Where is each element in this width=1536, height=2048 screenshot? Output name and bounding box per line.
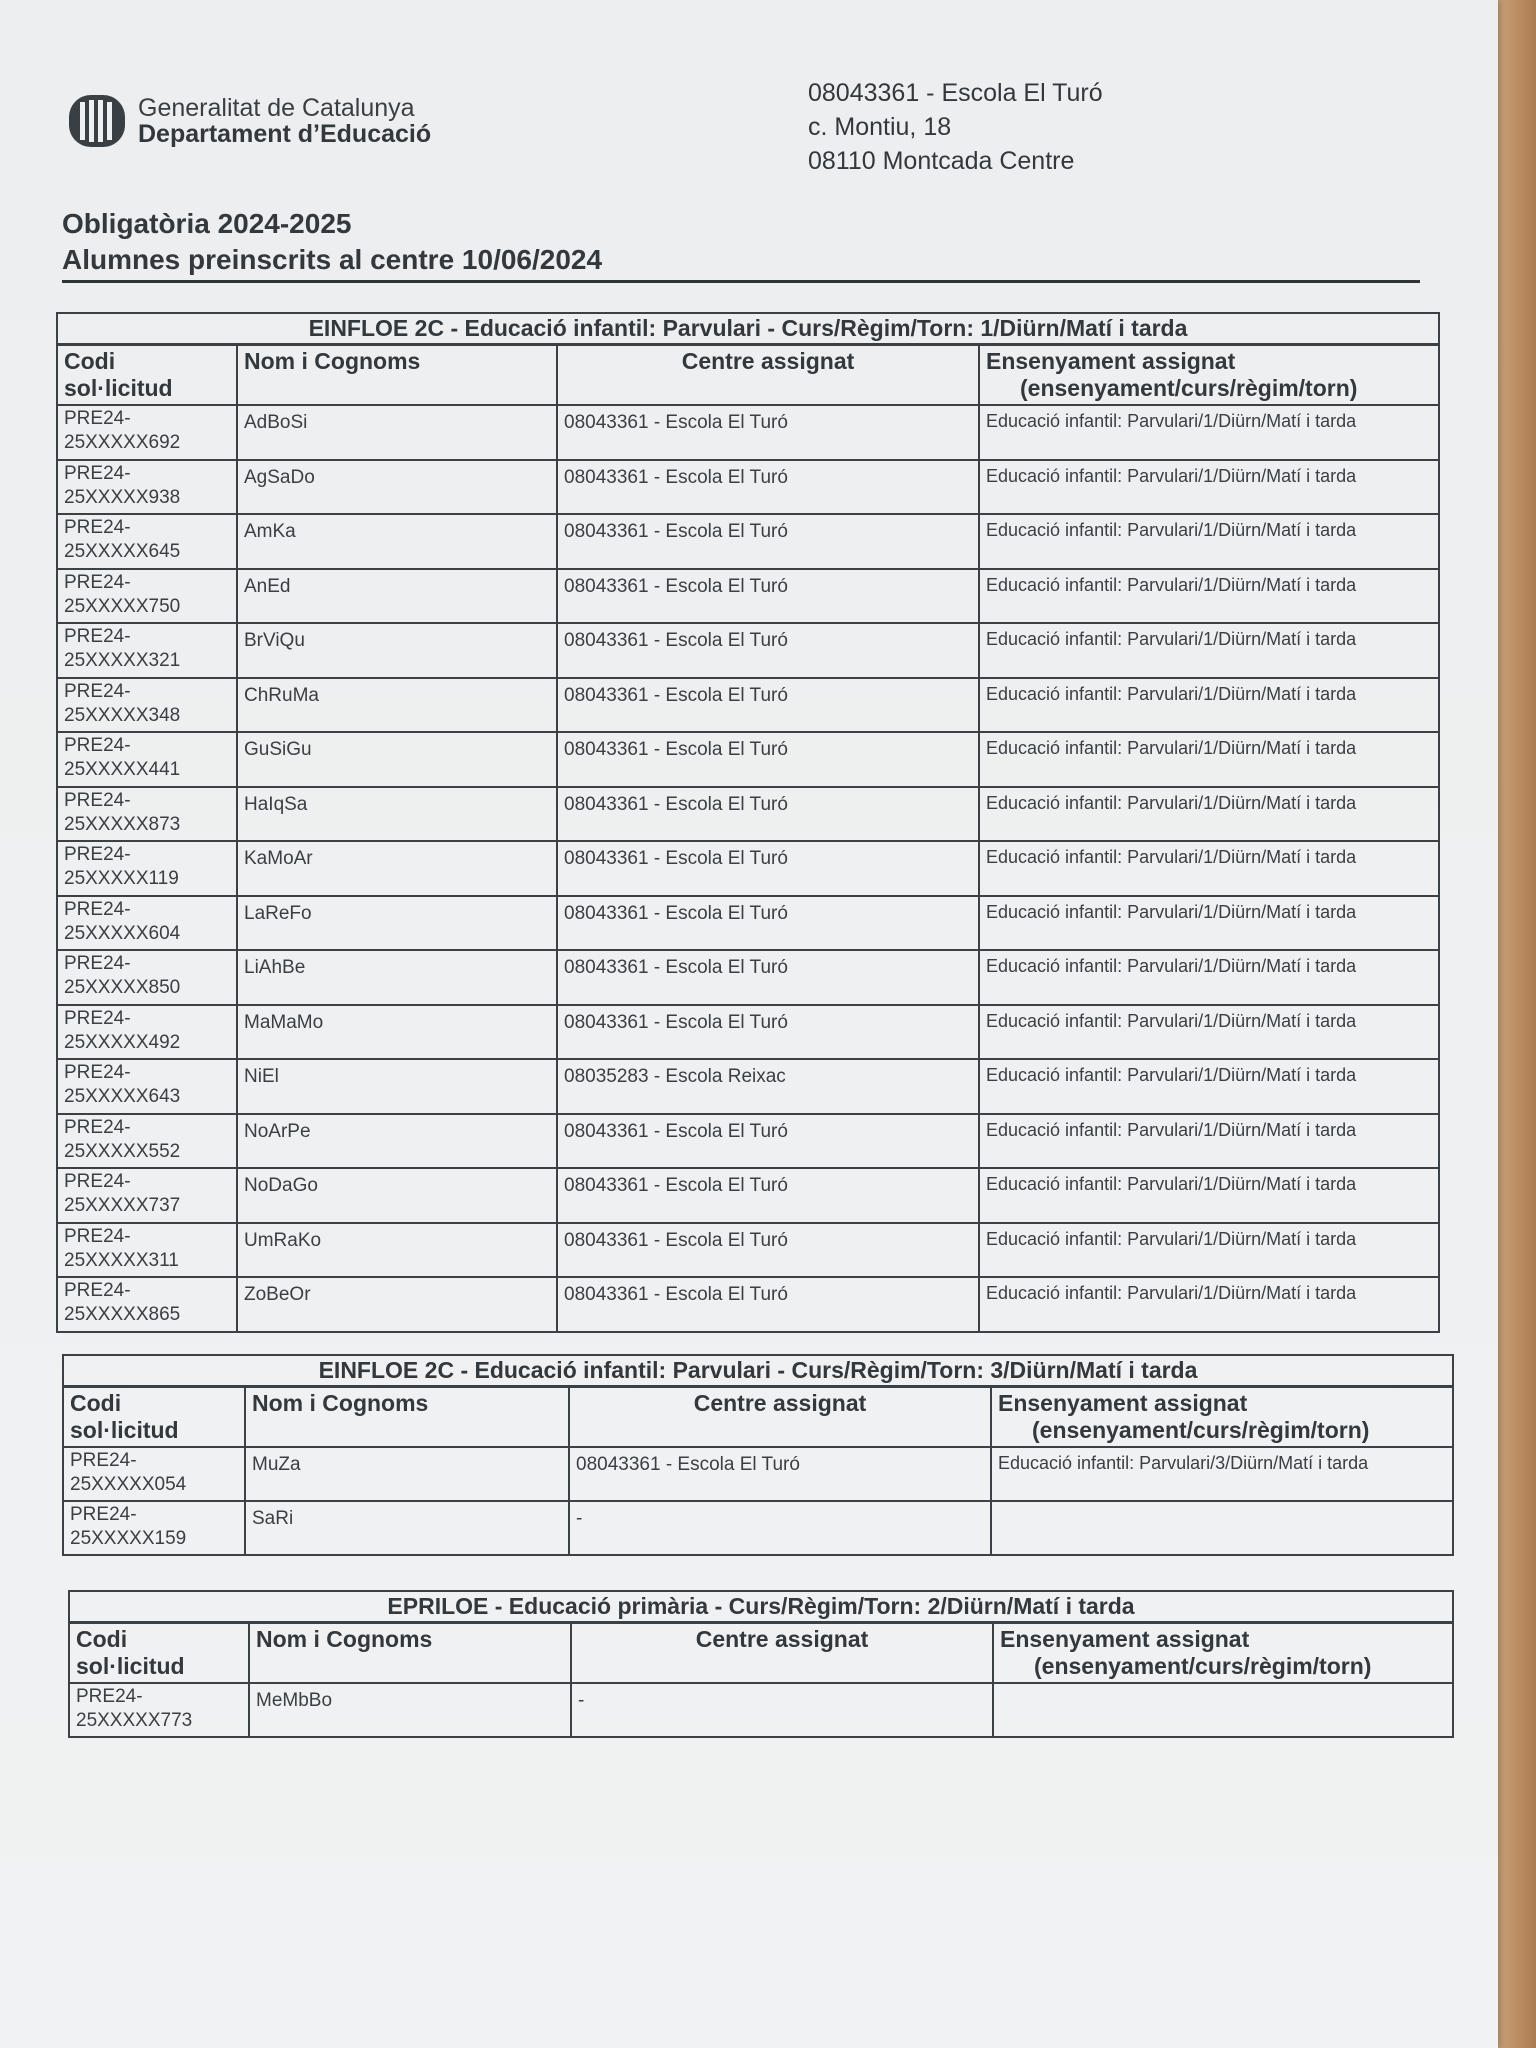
school-city: 08110 Montcada Centre <box>808 147 1075 175</box>
request-code-prefix: PRE24- <box>64 735 131 756</box>
assigned-centre-cell: - <box>569 1501 991 1555</box>
request-code-number: 25XXXXX692 <box>64 432 181 453</box>
column-header-code <box>69 1623 249 1684</box>
request-code-cell <box>57 1114 237 1169</box>
student-name-cell: MuZa <box>245 1447 569 1501</box>
table-row <box>57 732 1439 787</box>
request-code-prefix: PRE24- <box>64 844 131 865</box>
student-name-cell: AmKa <box>237 514 557 569</box>
assigned-centre-cell: 08043361 - Escola El Turó <box>569 1447 991 1501</box>
column-header-name: Nom i Cognoms <box>245 1387 569 1448</box>
request-code-prefix: PRE24- <box>64 680 131 702</box>
request-code-prefix: PRE24- <box>64 517 131 538</box>
request-code-cell <box>63 1447 245 1501</box>
generalitat-logo <box>68 94 431 148</box>
department-name: Departament d’Educació <box>138 120 432 148</box>
column-header-ens-line1: Ensenyament assignat <box>1000 1626 1250 1652</box>
column-header-ens-line1: Ensenyament assignat <box>998 1390 1248 1416</box>
student-name-cell: MeMbBo <box>249 1683 571 1737</box>
request-code-cell <box>57 1277 237 1332</box>
request-code-number: 25XXXXX865 <box>64 1304 181 1325</box>
table-row <box>63 1501 1453 1555</box>
request-code-cell <box>69 1683 249 1737</box>
student-name-cell: ChRuMa <box>237 678 557 733</box>
student-name-cell: AdBoSi <box>237 405 557 460</box>
request-code-cell <box>57 678 237 733</box>
student-name-cell: HaIqSa <box>237 787 557 842</box>
request-code-number: 25XXXXX850 <box>64 977 181 998</box>
assigned-centre-cell: 08043361 - Escola El Turó <box>557 841 979 896</box>
assigned-teaching-cell: Educació infantil: Parvulari/1/Diürn/Matí i tarda <box>979 623 1439 678</box>
request-code-cell <box>57 841 237 896</box>
assigned-teaching-cell: Educació infantil: Parvulari/1/Diürn/Matí i tarda <box>979 514 1439 569</box>
request-code-number: 25XXXXX054 <box>70 1474 187 1495</box>
request-code-number: 25XXXXX159 <box>70 1528 187 1549</box>
request-code-prefix: PRE24- <box>64 462 131 484</box>
section-title: EINFLOE 2C - Educació infantil: Parvulari - Curs/Règim/Torn: 1/Diürn/Matí i tarda <box>57 313 1439 345</box>
table-row <box>57 569 1439 624</box>
assigned-teaching-cell: Educació infantil: Parvulari/1/Diürn/Matí i tarda <box>979 1005 1439 1060</box>
student-name-cell: KaMoAr <box>237 841 557 896</box>
request-code-cell <box>57 623 237 678</box>
student-name-cell: LaReFo <box>237 896 557 951</box>
request-code-prefix: PRE24- <box>64 1280 131 1301</box>
document-title: Obligatòria 2024-2025 <box>62 208 352 239</box>
assigned-centre-cell: 08043361 - Escola El Turó <box>557 678 979 733</box>
table-row <box>57 896 1439 951</box>
table-row <box>57 623 1439 678</box>
request-code-number: 25XXXXX311 <box>64 1249 179 1271</box>
student-name-cell: ZoBeOr <box>237 1277 557 1332</box>
org-name: Generalitat de Catalunya <box>138 94 415 122</box>
section-title: EINFLOE 2C - Educació infantil: Parvulari - Curs/Règim/Torn: 3/Diürn/Matí i tarda <box>63 1355 1453 1387</box>
request-code-number: 25XXXXX737 <box>64 1195 181 1216</box>
assigned-teaching-cell: Educació infantil: Parvulari/1/Diürn/Matí i tarda <box>979 1277 1439 1332</box>
request-code-number: 25XXXXX321 <box>64 650 181 671</box>
assigned-teaching-cell: Educació infantil: Parvulari/1/Diürn/Matí i tarda <box>979 841 1439 896</box>
assigned-teaching-cell: Educació infantil: Parvulari/1/Diürn/Matí i tarda <box>979 678 1439 733</box>
table-row <box>57 1168 1439 1223</box>
section-table <box>56 312 1440 1333</box>
table-row <box>57 950 1439 1005</box>
column-header-code-line2: sol·licitud <box>76 1653 185 1679</box>
column-header-code-line2: sol·licitud <box>64 375 173 401</box>
request-code-prefix: PRE24- <box>64 1225 131 1247</box>
column-header-name: Nom i Cognoms <box>237 345 557 406</box>
school-street: c. Montiu, 18 <box>808 113 952 141</box>
assigned-teaching-cell: Educació infantil: Parvulari/1/Diürn/Matí i tarda <box>979 896 1439 951</box>
request-code-prefix: PRE24- <box>64 953 131 974</box>
assigned-teaching-cell: Educació infantil: Parvulari/3/Diürn/Matí i tarda <box>991 1447 1453 1501</box>
column-header-code-line1: Codi <box>64 348 116 374</box>
request-code-prefix: PRE24- <box>76 1686 143 1707</box>
request-code-number: 25XXXXX604 <box>64 922 181 944</box>
table-row <box>57 1114 1439 1169</box>
student-name-cell: UmRaKo <box>237 1223 557 1278</box>
wooden-table-background <box>1498 0 1536 2048</box>
request-code-cell <box>57 787 237 842</box>
request-code-prefix: PRE24- <box>64 408 131 429</box>
table-row <box>69 1683 1453 1737</box>
assigned-teaching-cell: Educació infantil: Parvulari/1/Diürn/Matí i tarda <box>979 1059 1439 1114</box>
student-name-cell: SaRi <box>245 1501 569 1555</box>
request-code-prefix: PRE24- <box>64 1007 131 1029</box>
request-code-number: 25XXXXX492 <box>64 1031 181 1053</box>
student-name-cell: MaMaMo <box>237 1005 557 1060</box>
student-name-cell: GuSiGu <box>237 732 557 787</box>
column-header-centre: Centre assignat <box>571 1623 993 1684</box>
request-code-cell <box>57 732 237 787</box>
student-name-cell: AnEd <box>237 569 557 624</box>
column-header-ens-line1: Ensenyament assignat <box>986 348 1236 374</box>
assigned-centre-cell: 08043361 - Escola El Turó <box>557 732 979 787</box>
request-code-prefix: PRE24- <box>64 1116 131 1138</box>
assigned-centre-cell: 08043361 - Escola El Turó <box>557 896 979 951</box>
request-code-prefix: PRE24- <box>70 1450 137 1471</box>
column-header-ensenyament <box>991 1387 1453 1448</box>
table-row <box>57 1277 1439 1332</box>
table-row <box>57 1223 1439 1278</box>
request-code-cell <box>57 405 237 460</box>
assigned-teaching-cell: Educació infantil: Parvulari/1/Diürn/Matí i tarda <box>979 950 1439 1005</box>
assigned-centre-cell: 08043361 - Escola El Turó <box>557 950 979 1005</box>
request-code-prefix: PRE24- <box>64 571 131 593</box>
request-code-cell <box>57 1005 237 1060</box>
column-header-centre: Centre assignat <box>569 1387 991 1448</box>
column-header-code-line1: Codi <box>70 1390 122 1416</box>
request-code-number: 25XXXXX348 <box>64 704 181 726</box>
assigned-teaching-cell <box>991 1501 1453 1555</box>
column-header-code-line2: sol·licitud <box>70 1417 179 1443</box>
assigned-teaching-cell <box>993 1683 1453 1737</box>
assigned-centre-cell: 08035283 - Escola Reixac <box>557 1059 979 1114</box>
student-name-cell: BrViQu <box>237 623 557 678</box>
table-row <box>57 514 1439 569</box>
request-code-prefix: PRE24- <box>64 1062 131 1083</box>
column-header-code <box>57 345 237 406</box>
assigned-teaching-cell: Educació infantil: Parvulari/1/Diürn/Matí i tarda <box>979 1168 1439 1223</box>
assigned-centre-cell: 08043361 - Escola El Turó <box>557 460 979 515</box>
request-code-cell <box>57 896 237 951</box>
column-header-ens-line2: (ensenyament/curs/règim/torn) <box>1020 375 1358 401</box>
request-code-number: 25XXXXX119 <box>64 868 179 889</box>
assigned-teaching-cell: Educació infantil: Parvulari/1/Diürn/Matí i tarda <box>979 405 1439 460</box>
request-code-cell <box>57 460 237 515</box>
request-code-number: 25XXXXX552 <box>64 1140 181 1162</box>
assigned-teaching-cell: Educació infantil: Parvulari/1/Diürn/Matí i tarda <box>979 1114 1439 1169</box>
request-code-number: 25XXXXX643 <box>64 1086 181 1107</box>
request-code-cell <box>63 1501 245 1555</box>
assigned-centre-cell: 08043361 - Escola El Turó <box>557 1277 979 1332</box>
assigned-teaching-cell: Educació infantil: Parvulari/1/Diürn/Matí i tarda <box>979 732 1439 787</box>
request-code-number: 25XXXXX645 <box>64 541 181 562</box>
section-table <box>62 1354 1454 1556</box>
assigned-centre-cell: 08043361 - Escola El Turó <box>557 405 979 460</box>
column-header-code <box>63 1387 245 1448</box>
table-row <box>57 787 1439 842</box>
request-code-number: 25XXXXX773 <box>76 1710 193 1731</box>
column-header-ensenyament <box>993 1623 1453 1684</box>
request-code-number: 25XXXXX750 <box>64 595 181 617</box>
column-header-name: Nom i Cognoms <box>249 1623 571 1684</box>
student-name-cell: LiAhBe <box>237 950 557 1005</box>
request-code-cell <box>57 514 237 569</box>
assigned-centre-cell: 08043361 - Escola El Turó <box>557 1005 979 1060</box>
request-code-prefix: PRE24- <box>64 626 131 647</box>
table-row <box>57 1005 1439 1060</box>
table-row <box>57 841 1439 896</box>
assigned-teaching-cell: Educació infantil: Parvulari/1/Diürn/Matí i tarda <box>979 787 1439 842</box>
assigned-centre-cell: 08043361 - Escola El Turó <box>557 1114 979 1169</box>
table-row <box>57 678 1439 733</box>
table-row <box>57 405 1439 460</box>
assigned-centre-cell: 08043361 - Escola El Turó <box>557 1168 979 1223</box>
request-code-number: 25XXXXX873 <box>64 813 181 835</box>
student-name-cell: NoDaGo <box>237 1168 557 1223</box>
section-table <box>68 1590 1454 1738</box>
assigned-centre-cell: 08043361 - Escola El Turó <box>557 514 979 569</box>
assigned-centre-cell: 08043361 - Escola El Turó <box>557 1223 979 1278</box>
request-code-cell <box>57 569 237 624</box>
request-code-cell <box>57 1223 237 1278</box>
assigned-teaching-cell: Educació infantil: Parvulari/1/Diürn/Matí i tarda <box>979 569 1439 624</box>
request-code-cell <box>57 950 237 1005</box>
school-address-block <box>808 76 1103 178</box>
request-code-prefix: PRE24- <box>64 1171 131 1192</box>
column-header-code-line1: Codi <box>76 1626 128 1652</box>
student-name-cell: AgSaDo <box>237 460 557 515</box>
document-titles <box>62 206 1420 283</box>
table-row <box>57 1059 1439 1114</box>
school-name: 08043361 - Escola El Turó <box>808 79 1103 107</box>
student-name-cell: NoArPe <box>237 1114 557 1169</box>
assigned-teaching-cell: Educació infantil: Parvulari/1/Diürn/Matí i tarda <box>979 460 1439 515</box>
request-code-number: 25XXXXX938 <box>64 486 181 508</box>
table-row <box>57 460 1439 515</box>
table-row <box>63 1447 1453 1501</box>
column-header-ensenyament <box>979 345 1439 406</box>
document-subtitle: Alumnes preinscrits al centre 10/06/2024 <box>62 244 603 275</box>
student-name-cell: NiEl <box>237 1059 557 1114</box>
request-code-cell <box>57 1059 237 1114</box>
request-code-cell <box>57 1168 237 1223</box>
assigned-centre-cell: - <box>571 1683 993 1737</box>
assigned-teaching-cell: Educació infantil: Parvulari/1/Diürn/Matí i tarda <box>979 1223 1439 1278</box>
request-code-prefix: PRE24- <box>70 1504 137 1525</box>
column-header-ens-line2: (ensenyament/curs/règim/torn) <box>1032 1417 1370 1443</box>
section-title: EPRILOE - Educació primària - Curs/Règim/Torn: 2/Diürn/Matí i tarda <box>69 1591 1453 1623</box>
column-header-ens-line2: (ensenyament/curs/règim/torn) <box>1034 1653 1372 1679</box>
assigned-centre-cell: 08043361 - Escola El Turó <box>557 623 979 678</box>
request-code-prefix: PRE24- <box>64 789 131 811</box>
request-code-prefix: PRE24- <box>64 898 131 920</box>
assigned-centre-cell: 08043361 - Escola El Turó <box>557 569 979 624</box>
request-code-number: 25XXXXX441 <box>64 759 181 780</box>
column-header-centre: Centre assignat <box>557 345 979 406</box>
generalitat-emblem-icon <box>68 94 126 148</box>
assigned-centre-cell: 08043361 - Escola El Turó <box>557 787 979 842</box>
